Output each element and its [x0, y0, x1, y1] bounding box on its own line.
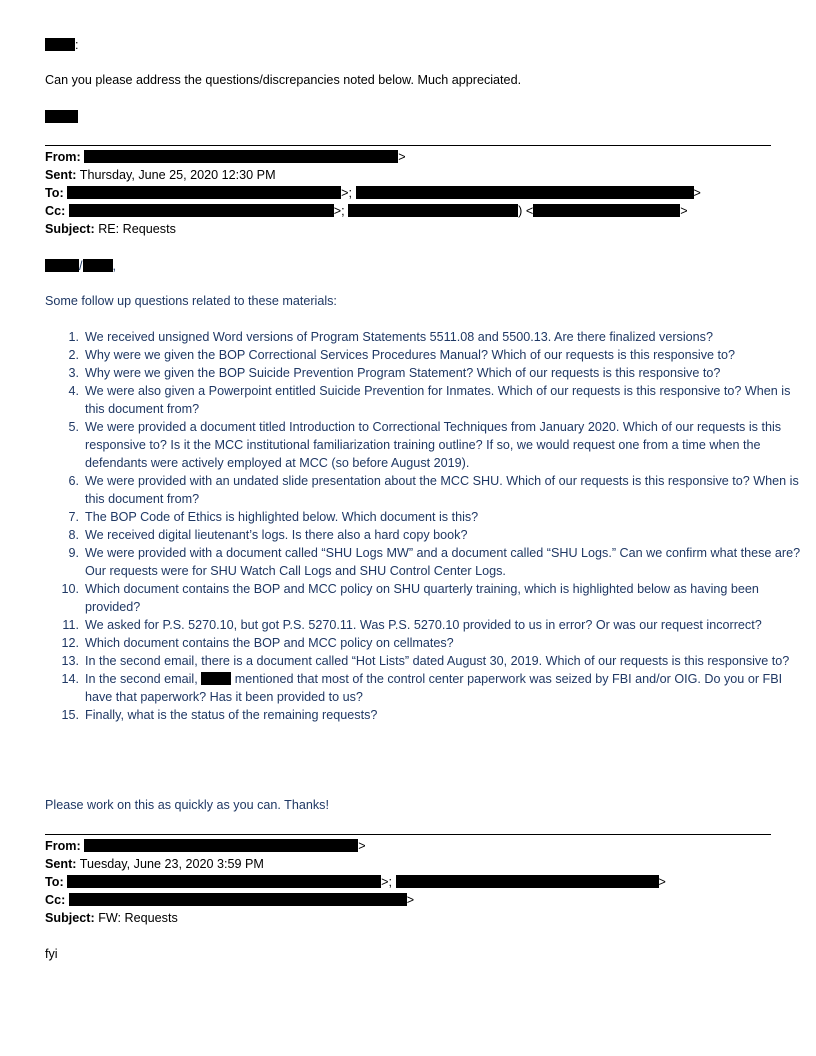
redacted-cc-2 [348, 204, 518, 217]
email2-sent [45, 855, 264, 873]
cc-label: Cc: [45, 204, 66, 218]
intro-text: Can you please address the questions/discrepancies noted below. Much appreciated. [45, 73, 522, 87]
redacted-to-2 [356, 186, 694, 199]
email2-cc [45, 891, 414, 909]
redacted-from [84, 150, 398, 163]
q14-after: mentioned that most of the control center paperwork was seized by FBI and/or OIG. Do you or FBI have that paperwork? Has it been provided to us? [85, 672, 783, 704]
subject-value: FW: Requests [98, 911, 178, 925]
to-separator: >; [341, 186, 353, 200]
header-divider-2 [45, 834, 771, 835]
redacted-cc-1 [69, 893, 407, 906]
salutation-comma: , [112, 259, 116, 273]
cc-label: Cc: [45, 893, 66, 907]
question-list [45, 328, 811, 724]
sent-label: Sent: [45, 168, 77, 182]
to-label: To: [45, 186, 64, 200]
question-item: We were also given a Powerpoint entitled Suicide Prevention for Inmates. Which of our requests is this responsive to? When is this document from? [85, 384, 791, 416]
redacted-from [84, 839, 358, 852]
from-label: From: [45, 839, 81, 853]
redacted-cc-3 [533, 204, 680, 217]
from-label: From: [45, 150, 81, 164]
email1-subject [45, 220, 176, 238]
email2-from [45, 837, 366, 855]
email2-to [45, 873, 666, 891]
to-separator: >; [381, 875, 393, 889]
cc-separator: >; [333, 204, 345, 218]
to-suffix: > [693, 186, 701, 200]
signature-line [45, 108, 78, 126]
email2-subject [45, 909, 178, 927]
question-item: Which document contains the BOP and MCC policy on cellmates? [85, 636, 454, 650]
followup-intro: Some follow up questions related to these materials: [45, 294, 337, 308]
greeting-colon: : [75, 38, 79, 52]
question-item: We were provided with a document called “SHU Logs MW” and a document called “SHU Logs.” Can we confirm what these are? Our requests were for SHU Watch Call Logs and SHU Control Center Logs. [85, 546, 801, 578]
question-item [85, 670, 811, 706]
salutation-slash: / [79, 259, 83, 273]
header-divider [45, 145, 771, 146]
question-item: We asked for P.S. 5270.10, but got P.S. 5270.11. Was P.S. 5270.10 provided to us in error? Or was our request incorrect? [85, 618, 762, 632]
cc-suffix: > [680, 204, 688, 218]
redacted-salutation-2 [83, 259, 113, 272]
to-label: To: [45, 875, 64, 889]
salutation-line [45, 257, 116, 275]
email1-sent [45, 166, 276, 184]
subject-label: Subject: [45, 911, 95, 925]
greeting-line [45, 36, 79, 54]
question-item: Finally, what is the status of the remaining requests? [85, 708, 378, 722]
email1-cc [45, 202, 688, 220]
closing-text: Please work on this as quickly as you can. Thanks! [45, 798, 329, 812]
question-item: We received digital lieutenant’s logs. Is there also a hard copy book? [85, 528, 468, 542]
email1-to [45, 184, 701, 202]
subject-label: Subject: [45, 222, 95, 236]
email1-from [45, 148, 406, 166]
from-suffix: > [358, 839, 366, 853]
sent-value: Tuesday, June 23, 2020 3:59 PM [79, 857, 264, 871]
cc-mid: ) < [518, 204, 534, 218]
from-suffix: > [398, 150, 406, 164]
redacted-salutation-1 [45, 259, 79, 272]
question-item: In the second email, there is a document called “Hot Lists” dated August 30, 2019. Which of our requests is this responsive to? [85, 654, 790, 668]
question-item: We were provided with an undated slide presentation about the MCC SHU. Which of our requests is this responsive to? When is this document from? [85, 474, 799, 506]
redacted-name [45, 38, 75, 51]
q14-before: In the second email, [85, 672, 202, 686]
cc-suffix: > [406, 893, 415, 907]
question-item: We were provided a document titled Introduction to Correctional Techniques from January 2020. Which of our requests is this responsive to? Is it the MCC institutional familiarization training outline? If so, we would request one from a time when the defendants were actively employed at MCC (so before August 2019). [85, 420, 782, 470]
redacted-q14-name [201, 672, 231, 685]
question-item: The BOP Code of Ethics is highlighted below. Which document is this? [85, 510, 479, 524]
redacted-cc-1 [69, 204, 334, 217]
fyi-text: fyi [45, 947, 58, 961]
sent-value: Thursday, June 25, 2020 12:30 PM [79, 168, 276, 182]
redacted-to-1 [67, 186, 341, 199]
to-suffix: > [658, 875, 666, 889]
question-item: We received unsigned Word versions of Program Statements 5511.08 and 5500.13. Are there finalized versions? [85, 330, 713, 344]
question-item: Why were we given the BOP Suicide Prevention Program Statement? Which of our requests is this responsive to? [85, 366, 721, 380]
redacted-signature [45, 110, 78, 123]
sent-label: Sent: [45, 857, 77, 871]
subject-value: RE: Requests [98, 222, 176, 236]
question-item: Why were we given the BOP Correctional Services Procedures Manual? Which of our requests is this responsive to? [85, 348, 736, 362]
redacted-to-1 [67, 875, 381, 888]
question-item: Which document contains the BOP and MCC policy on SHU quarterly training, which is highlighted below as having been provided? [85, 582, 759, 614]
redacted-to-2 [396, 875, 659, 888]
